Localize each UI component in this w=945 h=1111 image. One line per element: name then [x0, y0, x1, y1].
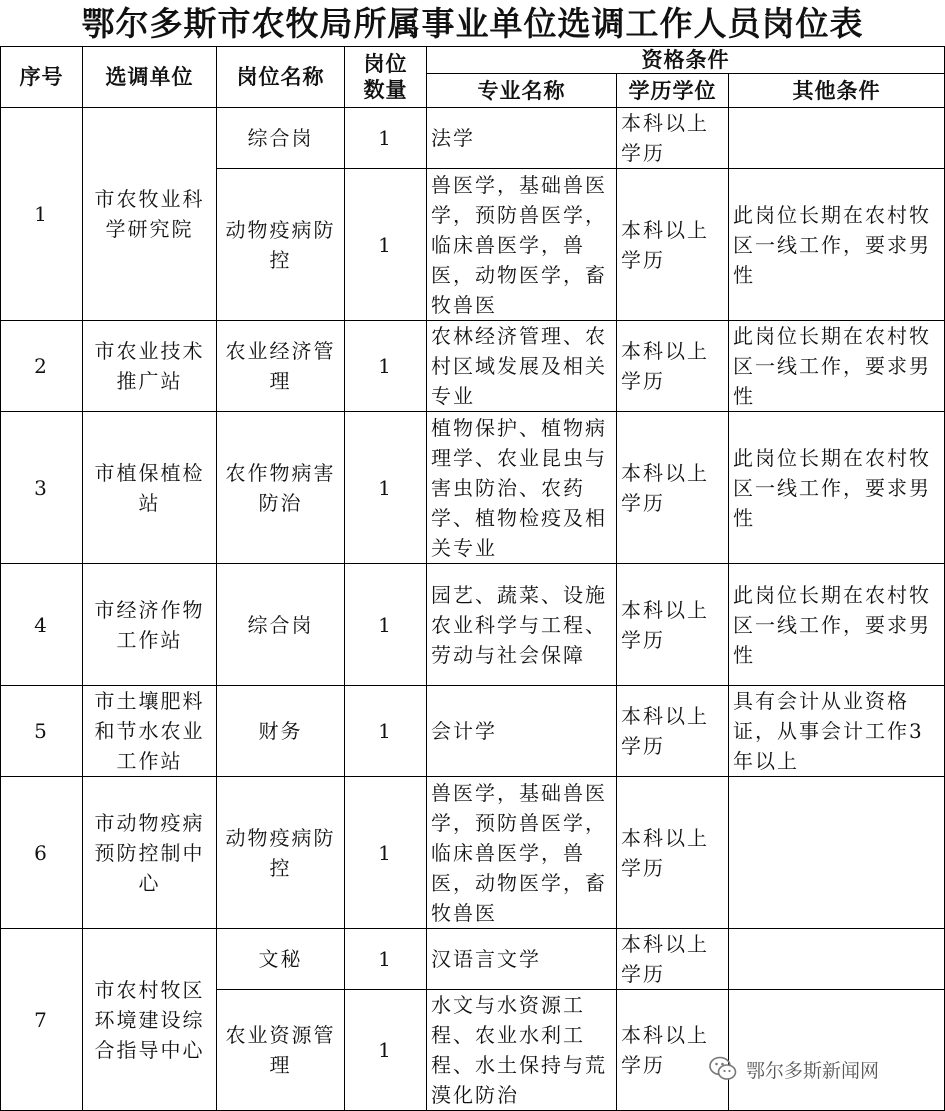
other-cell	[729, 108, 945, 169]
other-cell: 此岗位长期在农村牧区一线工作，要求男性	[729, 564, 945, 686]
unit-cell: 市动物疫病预防控制中心	[83, 777, 217, 929]
header-unit: 选调单位	[83, 47, 217, 108]
major-cell: 植物保护、植物病理学、农业昆虫与害虫防治、农药学、植物检疫及相关专业	[427, 412, 617, 564]
watermark	[708, 1052, 879, 1086]
unit-cell: 市农业技术推广站	[83, 321, 217, 412]
major-cell: 园艺、蔬菜、设施农业科学与工程、劳动与社会保障	[427, 564, 617, 686]
post-cell: 综合岗	[217, 564, 345, 686]
header-major: 专业名称	[427, 74, 617, 108]
seq-cell: 3	[1, 412, 83, 564]
seq-cell: 4	[1, 564, 83, 686]
unit-cell: 市经济作物工作站	[83, 564, 217, 686]
count-cell: 1	[345, 686, 427, 777]
wechat-icon	[708, 1054, 738, 1084]
header-other: 其他条件	[729, 74, 945, 108]
degree-cell: 本科以上学历	[617, 777, 729, 929]
unit-cell: 市土壤肥料和节水农业工作站	[83, 686, 217, 777]
major-cell: 农林经济管理、农村区域发展及相关专业	[427, 321, 617, 412]
positions-table	[0, 46, 945, 1111]
other-cell	[729, 990, 945, 1111]
major-cell: 兽医学，基础兽医学，预防兽医学，临床兽医学，兽医，动物医学，畜牧兽医	[427, 169, 617, 321]
other-cell: 此岗位长期在农村牧区一线工作，要求男性	[729, 412, 945, 564]
major-cell: 汉语言文学	[427, 929, 617, 990]
header-seq: 序号	[1, 47, 83, 108]
header-count: 岗位数量	[345, 47, 427, 108]
table-row	[1, 321, 945, 412]
seq-cell: 6	[1, 777, 83, 929]
table-row	[1, 564, 945, 686]
post-cell: 农业资源管理	[217, 990, 345, 1111]
seq-cell: 1	[1, 108, 83, 321]
count-cell: 1	[345, 169, 427, 321]
other-cell	[729, 929, 945, 990]
count-cell: 1	[345, 108, 427, 169]
degree-cell: 本科以上学历	[617, 169, 729, 321]
table-row	[1, 777, 945, 929]
count-cell: 1	[345, 412, 427, 564]
degree-cell: 本科以上学历	[617, 564, 729, 686]
table-row	[1, 108, 945, 169]
major-cell: 会计学	[427, 686, 617, 777]
post-cell: 财务	[217, 686, 345, 777]
count-cell: 1	[345, 777, 427, 929]
count-cell: 1	[345, 321, 427, 412]
count-cell: 1	[345, 990, 427, 1111]
header-post: 岗位名称	[217, 47, 345, 108]
other-cell: 具有会计从业资格证，从事会计工作3年以上	[729, 686, 945, 777]
major-cell: 法学	[427, 108, 617, 169]
post-cell: 文秘	[217, 929, 345, 990]
degree-cell: 本科以上学历	[617, 686, 729, 777]
other-cell: 此岗位长期在农村牧区一线工作，要求男性	[729, 169, 945, 321]
page-title: 鄂尔多斯市农牧局所属事业单位选调工作人员岗位表	[81, 4, 864, 43]
header-qualifications: 资格条件	[427, 47, 945, 74]
post-cell: 动物疫病防控	[217, 169, 345, 321]
seq-cell: 7	[1, 929, 83, 1111]
seq-cell: 5	[1, 686, 83, 777]
degree-cell: 本科以上学历	[617, 929, 729, 990]
unit-cell: 市农村牧区环境建设综合指导中心	[83, 929, 217, 1111]
table-row	[1, 929, 945, 990]
other-cell	[729, 777, 945, 929]
header-degree: 学历学位	[617, 74, 729, 108]
table-row	[1, 686, 945, 777]
unit-cell: 市植保植检站	[83, 412, 217, 564]
degree-cell: 本科以上学历	[617, 108, 729, 169]
seq-cell: 2	[1, 321, 83, 412]
other-cell: 此岗位长期在农村牧区一线工作，要求男性	[729, 321, 945, 412]
post-cell: 农业经济管理	[217, 321, 345, 412]
post-cell: 综合岗	[217, 108, 345, 169]
post-cell: 动物疫病防控	[217, 777, 345, 929]
post-cell: 农作物病害防治	[217, 412, 345, 564]
degree-cell: 本科以上学历	[617, 990, 729, 1111]
degree-cell: 本科以上学历	[617, 321, 729, 412]
degree-cell: 本科以上学历	[617, 412, 729, 564]
major-cell: 水文与水资源工程、农业水利工程、水土保持与荒漠化防治	[427, 990, 617, 1111]
count-cell: 1	[345, 564, 427, 686]
table-row	[1, 412, 945, 564]
unit-cell: 市农牧业科学研究院	[83, 108, 217, 321]
watermark-text: 鄂尔多斯新闻网	[746, 1059, 880, 1082]
major-cell: 兽医学，基础兽医学，预防兽医学，临床兽医学，兽医，动物医学，畜牧兽医	[427, 777, 617, 929]
count-cell: 1	[345, 929, 427, 990]
